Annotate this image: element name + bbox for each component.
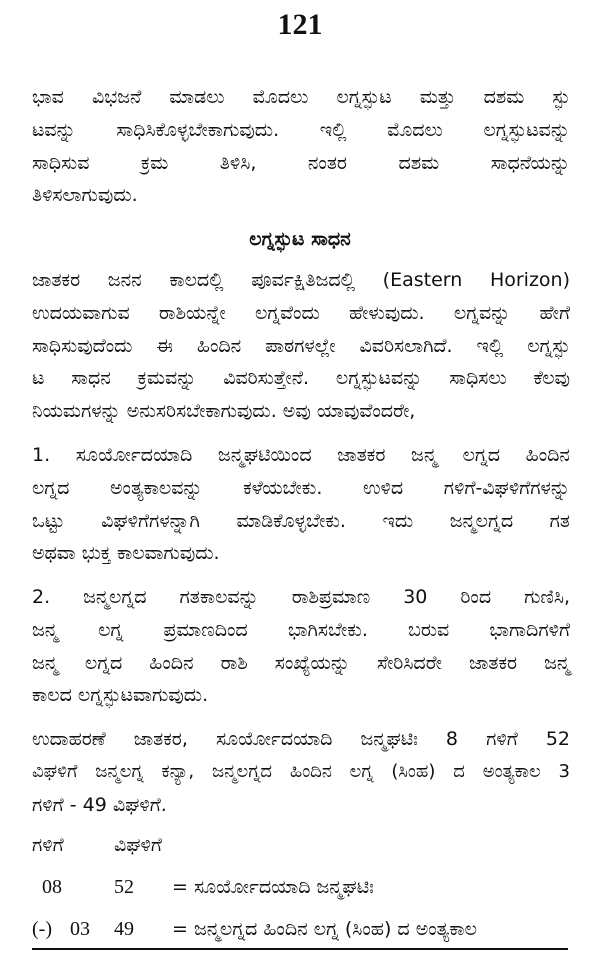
text-line: ಟವನ್ನು ಸಾಧಿಸಿಕೊಳ್ಳಬೇಕಾಗುವುದು. ಇಲ್ಲಿ ಮೊದಲು ಲಗ್ನಸ್ಫುಟವನ್ನು <box>32 119 570 141</box>
text-line: ಗಳಿಗೆ - 49 ವಿಘಳಿಗೆ. <box>32 794 167 816</box>
text-line: 1. ಸೂರ್ಯೋದಯಾದಿ ಜನ್ಮಘಟಿಯಿಂದ ಜಾತಕರ ಜನ್ಮ ಲಗ್ನದ ಹಿಂದಿನ <box>32 444 570 466</box>
text-line: ಸಾಧಿಸುವ ಕ್ರಮ ತಿಳಿಸಿ, ನಂತರ ದಶಮ ಸಾಧನೆಯನ್ನು <box>32 152 570 174</box>
text-line: ವಿಘಳಿಗೆ ಜನ್ಮಲಗ್ನ ಕನ್ಯಾ, ಜನ್ಮಲಗ್ನದ ಹಿಂದಿನ ಲಗ್ನ (ಸಿಂಹ) ದ ಅಂತ್ಯಕಾಲ 3 <box>32 761 570 782</box>
header-vighalige: ವಿಘಳಿಗೆ <box>114 834 162 856</box>
section-heading: ಲಗ್ನಸ್ಫುಟ ಸಾಧನ <box>249 228 351 250</box>
text-line: ಜನ್ಮ ಲಗ್ನ ಪ್ರಮಾಣದಿಂದ ಭಾಗಿಸಬೇಕು. ಬರುವ ಭಾಗಾದಿಗಳಿಗೆ <box>32 619 570 641</box>
text-line: ಕಾಲದ ಲಗ್ನಸ್ಫುಟವಾಗುವುದು. <box>32 684 209 706</box>
text-line: ಉದಾಹರಣೆ ಜಾತಕರ, ಸೂರ್ಯೋದಯಾದಿ ಜನ್ಮಘಟಿಃ 8 ಗಳಿಗೆ 52 <box>32 728 570 750</box>
cell-ghalige: 03 <box>70 918 90 940</box>
text-line: ಲಗ್ನದ ಅಂತ್ಯಕಾಲವನ್ನು ಕಳೆಯಬೇಕು. ಉಳಿದ ಗಳಿಗೆ-ವಿಘಳಿಗೆಗಳನ್ನು <box>32 477 570 499</box>
cell-prefix: (-) <box>32 918 52 940</box>
text-line: ಒಟ್ಟು ವಿಘಳಿಗೆಗಳನ್ನಾಗಿ ಮಾಡಿಕೊಳ್ಳಬೇಕು. ಇದು ಜನ್ಮಲಗ್ನದ ಗತ <box>32 510 570 532</box>
text-line: 2. ಜನ್ಮಲಗ್ನದ ಗತಕಾಲವನ್ನು ರಾಶಿಪ್ರಮಾಣ 30 ರಿಂದ ಗುಣಿಸಿ, <box>32 586 570 608</box>
cell-description: = ಜನ್ಮಲಗ್ನದ ಹಿಂದಿನ ಲಗ್ನ (ಸಿಂಹ) ದ ಅಂತ್ಯಕಾಲ <box>172 918 477 940</box>
text-line: ನಿಯಮಗಳನ್ನು ಅನುಸರಿಸಬೇಕಾಗುವುದು. ಅವು ಯಾವುವೆಂದರೇ, <box>32 400 416 422</box>
text-line: ತಿಳಿಸಲಾಗುವುದು. <box>32 184 138 206</box>
cell-description: = ಸೂರ್ಯೋದಯಾದಿ ಜನ್ಮಘಟಿಃ <box>172 876 374 898</box>
text-line: ಭಾವ ವಿಭಜನೆ ಮಾಡಲು ಮೊದಲು ಲಗ್ನಸ್ಫುಟ ಮತ್ತು ದಶಮ ಸ್ಫು <box>32 86 570 108</box>
text-line: ಜನ್ಮ ಲಗ್ನದ ಹಿಂದಿನ ರಾಶಿ ಸಂಖ್ಯೆಯನ್ನು ಸೇರಿಸಿದರೇ ಜಾತಕರ ಜನ್ಮ <box>32 652 570 674</box>
cell-vighalige: 52 <box>114 876 134 898</box>
text-line: ಟ ಸಾಧನ ಕ್ರಮವನ್ನು ವಿವರಿಸುತ್ತೇನೆ. ಲಗ್ನಸ್ಫುಟವನ್ನು ಸಾಧಿಸಲು ಕೆಲವು <box>32 367 570 389</box>
page-number: 121 <box>277 8 323 41</box>
header-ghalige: ಗಳಿಗೆ <box>32 834 64 856</box>
cell-ghalige: 08 <box>42 876 62 898</box>
text-line: ಜಾತಕರ ಜನನ ಕಾಲದಲ್ಲಿ ಪೂರ್ವಕ್ಷಿತಿಜದಲ್ಲಿ (Eastern Horizon) <box>32 269 570 291</box>
cell-vighalige: 49 <box>114 918 134 940</box>
text-line: ಉದಯವಾಗುವ ರಾಶಿಯನ್ನೇ ಲಗ್ನವೆಂದು ಹೇಳುವುದು. ಲಗ್ನವನ್ನು ಹೇಗೆ <box>32 302 570 324</box>
subtraction-rule <box>32 948 568 950</box>
text-line: ಸಾಧಿಸುವುದೆಂದು ಈ ಹಿಂದಿನ ಪಾಠಗಳಲ್ಲೇ ವಿವರಿಸಲಾಗಿದೆ. ಇಲ್ಲಿ ಲಗ್ನಸ್ಫು <box>32 335 570 357</box>
text-line: ಅಥವಾ ಭುಕ್ತ ಕಾಲವಾಗುವುದು. <box>32 542 220 564</box>
